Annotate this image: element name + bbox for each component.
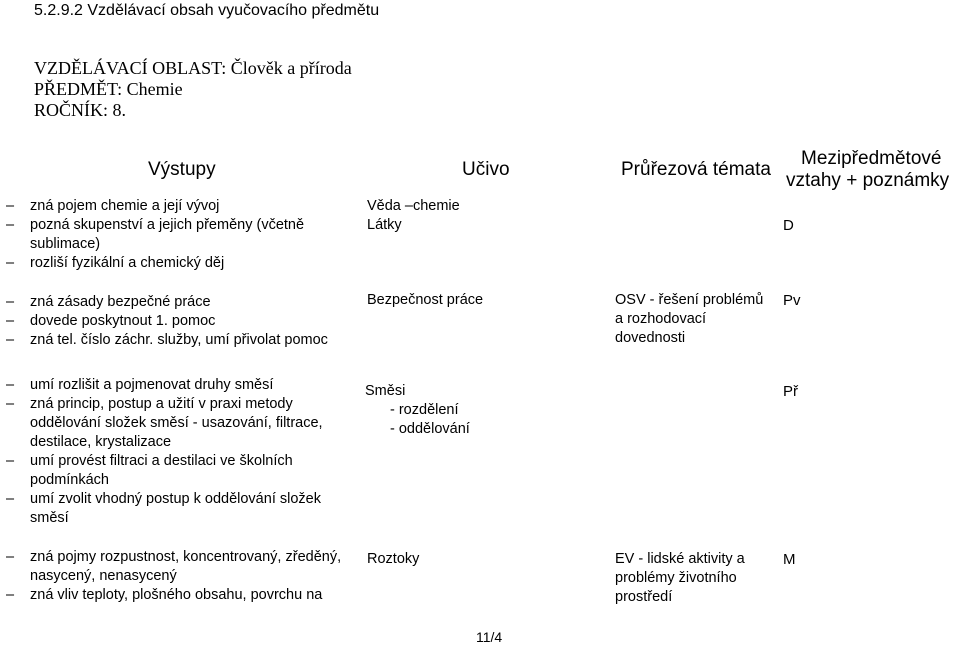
list-item-continuation: oddělování složek směsí - usazování, filtrace, — [30, 415, 323, 431]
list-item: – umí zvolit vhodný postup k oddělování složek — [6, 491, 321, 507]
list-item: – zná pojem chemie a její vývoj — [6, 198, 220, 214]
row-4-crosscutting: EV - lidské aktivity a problémy životního prostředí — [615, 551, 745, 605]
row-4-interdisciplinary: M — [783, 551, 796, 568]
list-item: – zná princip, postup a užití v praxi metody — [6, 396, 293, 412]
header-crosscutting: Průřezová témata — [621, 159, 771, 180]
page-number: 11/4 — [476, 629, 503, 645]
list-item: – umí rozlišit a pojmenovat druhy směsí — [6, 377, 274, 393]
list-item: – pozná skupenství a jejich přeměny (včetně — [6, 217, 305, 233]
row-1-outputs — [0, 197, 304, 273]
row-2-interdisciplinary: Pv — [783, 292, 801, 309]
row-3-outputs — [0, 376, 323, 528]
header-curriculum: Učivo — [462, 159, 510, 180]
row-2-crosscutting: OSV - řešení problémů a rozhodovací dovednosti — [615, 292, 764, 346]
row-3-curriculum: Směsi - rozdělení - oddělování — [365, 383, 470, 437]
grade: ROČNÍK: 8. — [34, 100, 127, 120]
list-item: – rozliší fyzikální a chemický děj — [6, 255, 225, 271]
subject: PŘEDMĚT: Chemie — [34, 79, 183, 99]
section-title: 5.2.9.2 Vzdělávací obsah vyučovacího předmětu — [34, 2, 380, 19]
row-3-interdisciplinary: Př — [783, 383, 798, 400]
list-item: – zná zásady bezpečné práce — [6, 294, 211, 310]
row-4-curriculum: Roztoky — [367, 551, 420, 567]
list-item: – zná tel. číslo záchr. služby, umí přivolat pomoc — [6, 332, 328, 348]
header-interdisciplinary-line1: Mezipředmětové — [801, 148, 942, 169]
row-4-outputs — [0, 548, 341, 605]
list-item-continuation: sublimace) — [30, 236, 101, 252]
row-2-curriculum: Bezpečnost práce — [367, 292, 484, 308]
list-item-continuation: podmínkách — [30, 472, 109, 488]
educational-area: VZDĚLÁVACÍ OBLAST: Člověk a příroda — [34, 58, 352, 78]
list-item-continuation: nasycený, nenasycený — [30, 568, 177, 584]
header-outputs: Výstupy — [148, 159, 216, 180]
list-item: – umí provést filtraci a destilaci ve školních — [6, 453, 293, 469]
row-1-interdisciplinary: D — [783, 217, 794, 234]
list-item: – zná vliv teploty, plošného obsahu, povrchu na — [6, 587, 323, 603]
list-item: – zná pojmy rozpustnost, koncentrovaný, zředěný, — [6, 549, 342, 565]
row-1-curriculum: Věda –chemie Látky — [367, 198, 460, 233]
list-item: – dovede poskytnout 1. pomoc — [6, 313, 216, 329]
row-2-outputs — [0, 293, 328, 350]
list-item-continuation: směsí — [30, 510, 69, 526]
header-interdisciplinary-line2: vztahy + poznámky — [786, 170, 950, 191]
list-item-continuation: destilace, krystalizace — [30, 434, 172, 450]
